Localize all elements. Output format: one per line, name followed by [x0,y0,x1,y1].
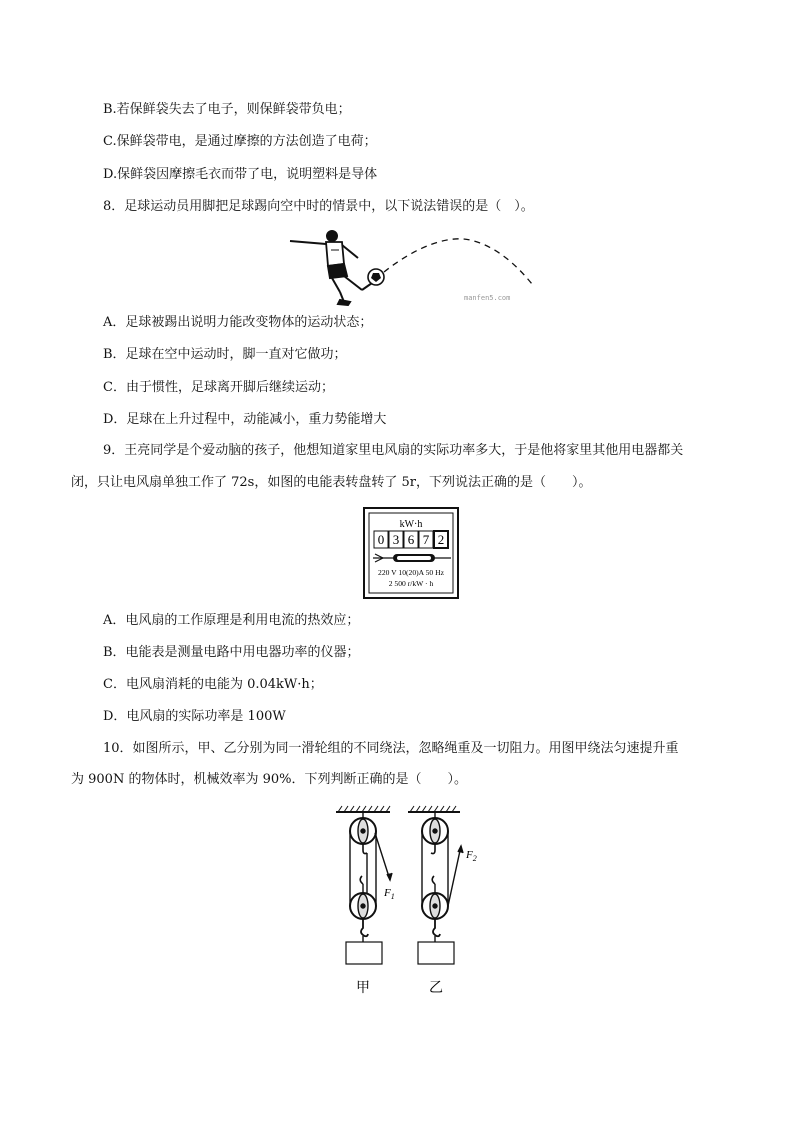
meter-spec: 220 V 10(20)A 50 Hz [378,568,444,577]
q10-stem-line2: 为 900N 的物体时，机械效率为 90%．下列判断正确的是（ ）。 [71,772,467,787]
q9-option-c: C．电风扇消耗的电能为 0.04kW·h； [103,677,323,692]
q7-option-d: D.保鲜袋因摩擦毛衣而带了电，说明塑料是导体 [103,167,378,182]
q7-option-c: C.保鲜袋带电，是通过摩擦的方法创造了电荷； [103,134,377,149]
pulley-system-b [408,806,463,964]
meter-revolutions: 2 500 r/kW · h [388,579,434,588]
q10-stem-line1: 10．如图所示，甲、乙分别为同一滑轮组的不同绕法，忽略绳重及一切阻力。用图甲绕法匀速提升重 [103,741,679,756]
soccer-player-figure [284,228,544,306]
pulley-diagram [330,800,490,1002]
q8-option-c: C．由于惯性，足球离开脚后继续运动； [103,380,334,395]
pulley-system-a [336,806,392,964]
meter-unit: kW·h [399,519,423,530]
q9-stem-line1: 9．王亮同学是个爱动脑的孩子，他想知道家里电风扇的实际功率多大，于是他将家里其他用电器都关 [103,443,684,458]
q9-option-d: D．电风扇的实际功率是 100W [103,709,286,724]
label-jia: 甲 [356,980,370,996]
q9-stem-line2: 闭，只让电风扇单独工作了 72s，如图的电能表转盘转了 5r，下列说法正确的是（ ）。 [71,475,592,490]
q9-option-b: B．电能表是测量电路中用电器功率的仪器； [103,645,360,660]
force-label-f2: $F_2$ [466,849,477,863]
q8-option-a: A．足球被踢出说明力能改变物体的运动状态； [103,315,373,330]
force-label-f1: $F_1$ [384,887,395,901]
watermark: manfen5.com [464,294,511,302]
electric-meter-figure [363,507,459,599]
meter-digit: 6 [407,532,415,547]
meter-digit: 0 [377,532,385,547]
meter-digit: 7 [422,532,430,547]
label-yi: 乙 [429,980,443,996]
q8-stem: 8．足球运动员用脚把足球踢向空中时的情景中，以下说法错误的是（ ）。 [103,199,534,214]
meter-digit: 3 [392,532,400,547]
soccer-ball-icon [368,269,384,285]
meter-digit: 2 [437,532,445,547]
q7-option-b: B.若保鲜袋失去了电子，则保鲜袋带负电； [103,102,351,117]
q8-option-b: B．足球在空中运动时，脚一直对它做功； [103,347,347,362]
q8-option-d: D．足球在上升过程中，动能减小，重力势能增大 [103,412,387,427]
q9-option-a: A．电风扇的工作原理是利用电流的热效应； [103,613,360,628]
